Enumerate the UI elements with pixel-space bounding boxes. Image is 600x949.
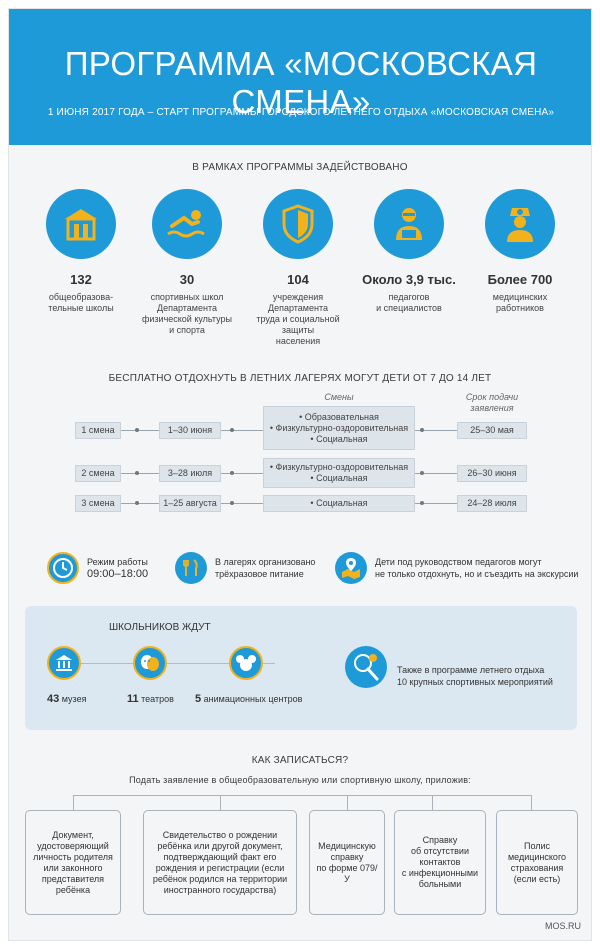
signup-bracket-line <box>73 795 531 796</box>
cutlery-icon <box>175 552 207 584</box>
stat-medical <box>465 189 575 314</box>
signup-title: КАК ЗАПИСАТЬСЯ? <box>251 755 349 766</box>
row3-dot <box>135 501 139 505</box>
animation-number: 5 <box>195 693 202 705</box>
teacher-icon <box>374 189 444 259</box>
stat-teachers-label: педагогов и специалистов <box>376 292 442 313</box>
row1-dot <box>135 428 139 432</box>
theaters-stat <box>127 693 174 705</box>
shift-3-label: 3 смена <box>75 495 121 512</box>
meals-text: В лагерях организовано трёхразовое питание <box>215 557 316 579</box>
bracket-tick <box>531 795 532 810</box>
bracket-tick <box>347 795 348 810</box>
header-banner <box>9 9 592 145</box>
museums-number: 43 <box>47 693 60 705</box>
row2-dot <box>230 471 234 475</box>
shift-3-dates: 1–25 августа <box>159 495 221 512</box>
bracket-tick <box>432 795 433 810</box>
shift-2-dates: 3–28 июля <box>159 465 221 482</box>
source-label: MOS.RU <box>545 921 581 931</box>
stat-social-institutions <box>243 189 353 347</box>
animation-stat <box>195 693 302 705</box>
info-hours <box>47 552 148 584</box>
shift-types-header: Смены <box>324 392 354 402</box>
animation-label: анимационных центров <box>203 694 303 704</box>
stat-schools-number: 132 <box>70 272 92 287</box>
row2-dot <box>135 471 139 475</box>
doc-insurance: Полис медицинского страхования (если есть) <box>496 810 578 915</box>
theater-masks-icon <box>133 646 167 680</box>
bracket-tick <box>73 795 74 810</box>
museums-label: музея <box>61 694 87 704</box>
row3-dot <box>420 501 424 505</box>
stat-sport-schools <box>132 189 242 336</box>
map-pin-icon <box>335 552 367 584</box>
stat-schools <box>26 189 136 314</box>
hours-value: 09:00–18:00 <box>87 568 149 580</box>
excursions-text: Дети под руководством педагогов могут не только отдохнуть, но и съездить на экскурсии <box>375 557 579 579</box>
shift-3-types: • Социальная <box>263 495 415 512</box>
swimmer-icon <box>152 189 222 259</box>
doc-no-contacts: Справку об отсутствии контактов с инфекционными больными <box>394 810 486 915</box>
shift-1-label: 1 смена <box>75 422 121 439</box>
mouse-ears-icon <box>229 646 263 680</box>
row1-dot <box>230 428 234 432</box>
stat-sport-schools-label: спортивных школ Департамента физической культуры и спорта <box>141 292 233 335</box>
shift-1-dates: 1–30 июня <box>159 422 221 439</box>
shift-2-types: • Физкультурно-оздоровительная • Социальная <box>263 458 415 488</box>
shift-2-label: 2 смена <box>75 465 121 482</box>
stat-teachers-number: Около 3,9 тыс. <box>362 272 456 287</box>
hours-label: Режим работы <box>87 557 148 567</box>
shield-icon <box>263 189 333 259</box>
tennis-icon <box>345 646 387 688</box>
infographic-page <box>8 8 592 941</box>
stat-schools-label: общеобразова- тельные школы <box>48 292 114 313</box>
stat-teachers <box>354 189 464 314</box>
deadline-header: Срок подачи заявления <box>465 392 519 413</box>
clock-icon <box>47 552 79 584</box>
school-building-icon <box>46 189 116 259</box>
stat-sport-schools-number: 30 <box>179 272 195 287</box>
page-title: ПРОГРАММА «МОСКОВСКАЯ СМЕНА» <box>64 45 538 120</box>
museums-stat <box>47 693 86 705</box>
doc-birth-certificate: Свидетельство о рождении ребёнка или другой документ, подтверждающий факт его рождения и регистрации (если ребёнок родился на территории иностранного государства) <box>143 810 297 915</box>
row1-dot <box>420 428 424 432</box>
stat-medical-label: медицинских работников <box>492 292 548 313</box>
page-subtitle: 1 ИЮНЯ 2017 ГОДА – СТАРТ ПРОГРАММЫ ГОРОДСКОГО ЛЕТНЕГО ОТДЫХА «МОСКОВСКАЯ СМЕНА» <box>47 107 555 118</box>
shift-3-deadline: 24–28 июля <box>457 495 527 512</box>
nurse-icon <box>485 189 555 259</box>
theaters-number: 11 <box>127 693 139 705</box>
museum-icon <box>47 646 81 680</box>
info-excursions <box>335 552 578 584</box>
await-title: ШКОЛЬНИКОВ ЖДУТ <box>109 622 211 633</box>
shift-2-deadline: 26–30 июня <box>457 465 527 482</box>
involved-title: В РАМКАХ ПРОГРАММЫ ЗАДЕЙСТВОВАНО <box>192 162 408 173</box>
bracket-tick <box>220 795 221 810</box>
shift-1-deadline: 25–30 мая <box>457 422 527 439</box>
camps-title: БЕСПЛАТНО ОТДОХНУТЬ В ЛЕТНИХ ЛАГЕРЯХ МОГУТ ДЕТИ ОТ 7 ДО 14 ЛЕТ <box>108 373 492 384</box>
stat-social-number: 104 <box>287 272 309 287</box>
doc-parent-id: Документ, удостоверяющий личность родителя или законного представителя ребёнка <box>25 810 121 915</box>
theaters-label: театров <box>141 694 174 704</box>
shift-1-types: • Образовательная • Физкультурно-оздоровительная • Социальная <box>263 406 415 450</box>
stat-medical-number: Более 700 <box>487 272 553 287</box>
sports-events-text: Также в программе летнего отдыха 10 крупных спортивных мероприятий <box>397 665 553 687</box>
await-panel <box>25 606 577 730</box>
row3-dot <box>230 501 234 505</box>
doc-medical-certificate: Медицинскую справку по форме 079/У <box>309 810 385 915</box>
stat-social-label: учреждения Департамента труда и социальной защиты населения <box>256 292 340 346</box>
row2-dot <box>420 471 424 475</box>
info-meals <box>175 552 315 584</box>
signup-subtitle: Подать заявление в общеобразовательную или спортивную школу, приложив: <box>129 775 471 785</box>
